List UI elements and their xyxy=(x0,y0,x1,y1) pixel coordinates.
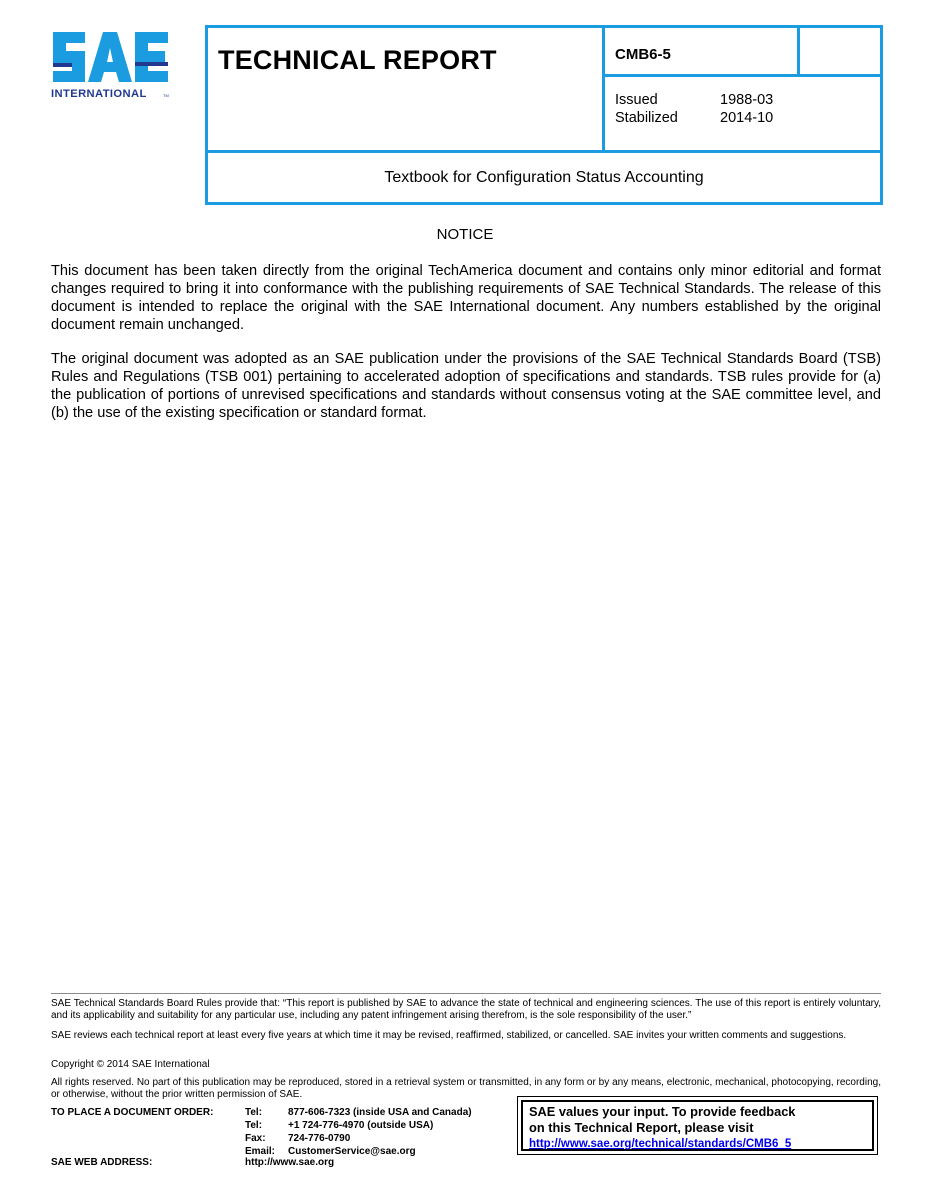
footer-review: SAE reviews each technical report at least every five years at which time it may be revised, reaffirmed, stabilized, or cancelled. SAE invites your written comments and suggestions. xyxy=(51,1030,847,1041)
web-address-link[interactable]: http://www.sae.org xyxy=(245,1157,335,1168)
stabilized-label: Stabilized xyxy=(615,110,678,126)
stabilized-value: 2014-10 xyxy=(720,110,774,126)
header-divider-vertical-small xyxy=(797,25,800,77)
feedback-box-inner xyxy=(521,1100,874,1151)
notice-paragraph-2: The original document was adopted as an SAE publication under the provisions of the SAE Technical Standards Board (TSB) Rules and Regulations (TSB 001) pertaining to accelerated adoption of specifications and standards. TSB rules provide for (a) the publication of portions of unrevised specifications and standards without consensus voting at the SAE committee level, and (b) the use of the existing specification or standard format. xyxy=(51,351,881,421)
header-divider-vertical xyxy=(602,25,605,153)
order-value-tel: 877-606-7323 (inside USA and Canada) xyxy=(288,1107,472,1118)
logo-tm: TM xyxy=(163,93,169,98)
document-type: TECHNICAL REPORT xyxy=(218,45,497,75)
document-title: Textbook for Configuration Status Accounting xyxy=(384,169,704,186)
document-dates xyxy=(615,91,773,127)
order-value-tel-intl: +1 724-776-4970 (outside USA) xyxy=(288,1120,434,1131)
order-key-tel: Tel: xyxy=(245,1107,263,1118)
feedback-link[interactable]: http://www.sae.org/technical/standards/CMB6_5 xyxy=(529,1138,792,1150)
order-label: TO PLACE A DOCUMENT ORDER: xyxy=(51,1107,214,1118)
footer-copyright: Copyright © 2014 SAE International xyxy=(51,1059,210,1070)
issued-label: Issued xyxy=(615,92,658,108)
header-divider-title xyxy=(205,150,883,153)
document-number: CMB6-5 xyxy=(615,46,671,63)
notice-paragraph-1: This document has been taken directly from the original TechAmerica document and contains only minor editorial and format changes required to bring it into conformance with the publishing requirements of SAE Technical Standards. The release of this document is intended to replace the original with the SAE International document. Any numbers established by the original document remain unchanged. xyxy=(51,263,881,333)
logo-sub-text: INTERNATIONAL xyxy=(51,88,147,100)
sae-logo xyxy=(51,26,171,100)
footer-rights: All rights reserved. No part of this publication may be reproduced, stored in a retrieval system or transmitted, in any form or by any means, electronic, mechanical, photocopying, recording, or otherwise, without the prior written permission of SAE. xyxy=(51,1077,881,1100)
order-contact-values xyxy=(288,1106,472,1158)
order-key-fax: Fax: xyxy=(245,1133,266,1144)
notice-heading: NOTICE xyxy=(436,226,494,243)
order-contact-keys xyxy=(245,1106,275,1158)
order-key-email: Email: xyxy=(245,1146,276,1157)
footer-divider xyxy=(51,993,881,994)
footer-tsb-rules: SAE Technical Standards Board Rules provide that: “This report is published by SAE to advance the state of technical and engineering sciences. The use of this report is entirely voluntary, and its applicability and suitability for any particular use, including any patent infringement arising therefrom, is the sole responsibility of the user.” xyxy=(51,998,881,1021)
feedback-line-2: on this Technical Report, please visit xyxy=(529,1120,754,1135)
header-box xyxy=(205,25,883,205)
order-value-fax: 724-776-0790 xyxy=(288,1133,351,1144)
web-address-label: SAE WEB ADDRESS: xyxy=(51,1157,153,1168)
order-key-tel-intl: Tel: xyxy=(245,1120,263,1131)
header-divider-horizontal xyxy=(602,74,883,77)
feedback-line-1: SAE values your input. To provide feedback xyxy=(529,1104,796,1119)
sae-logo-mark xyxy=(51,26,171,100)
issued-value: 1988-03 xyxy=(720,92,774,108)
feedback-box xyxy=(517,1096,878,1155)
order-value-email[interactable]: CustomerService@sae.org xyxy=(288,1146,416,1157)
